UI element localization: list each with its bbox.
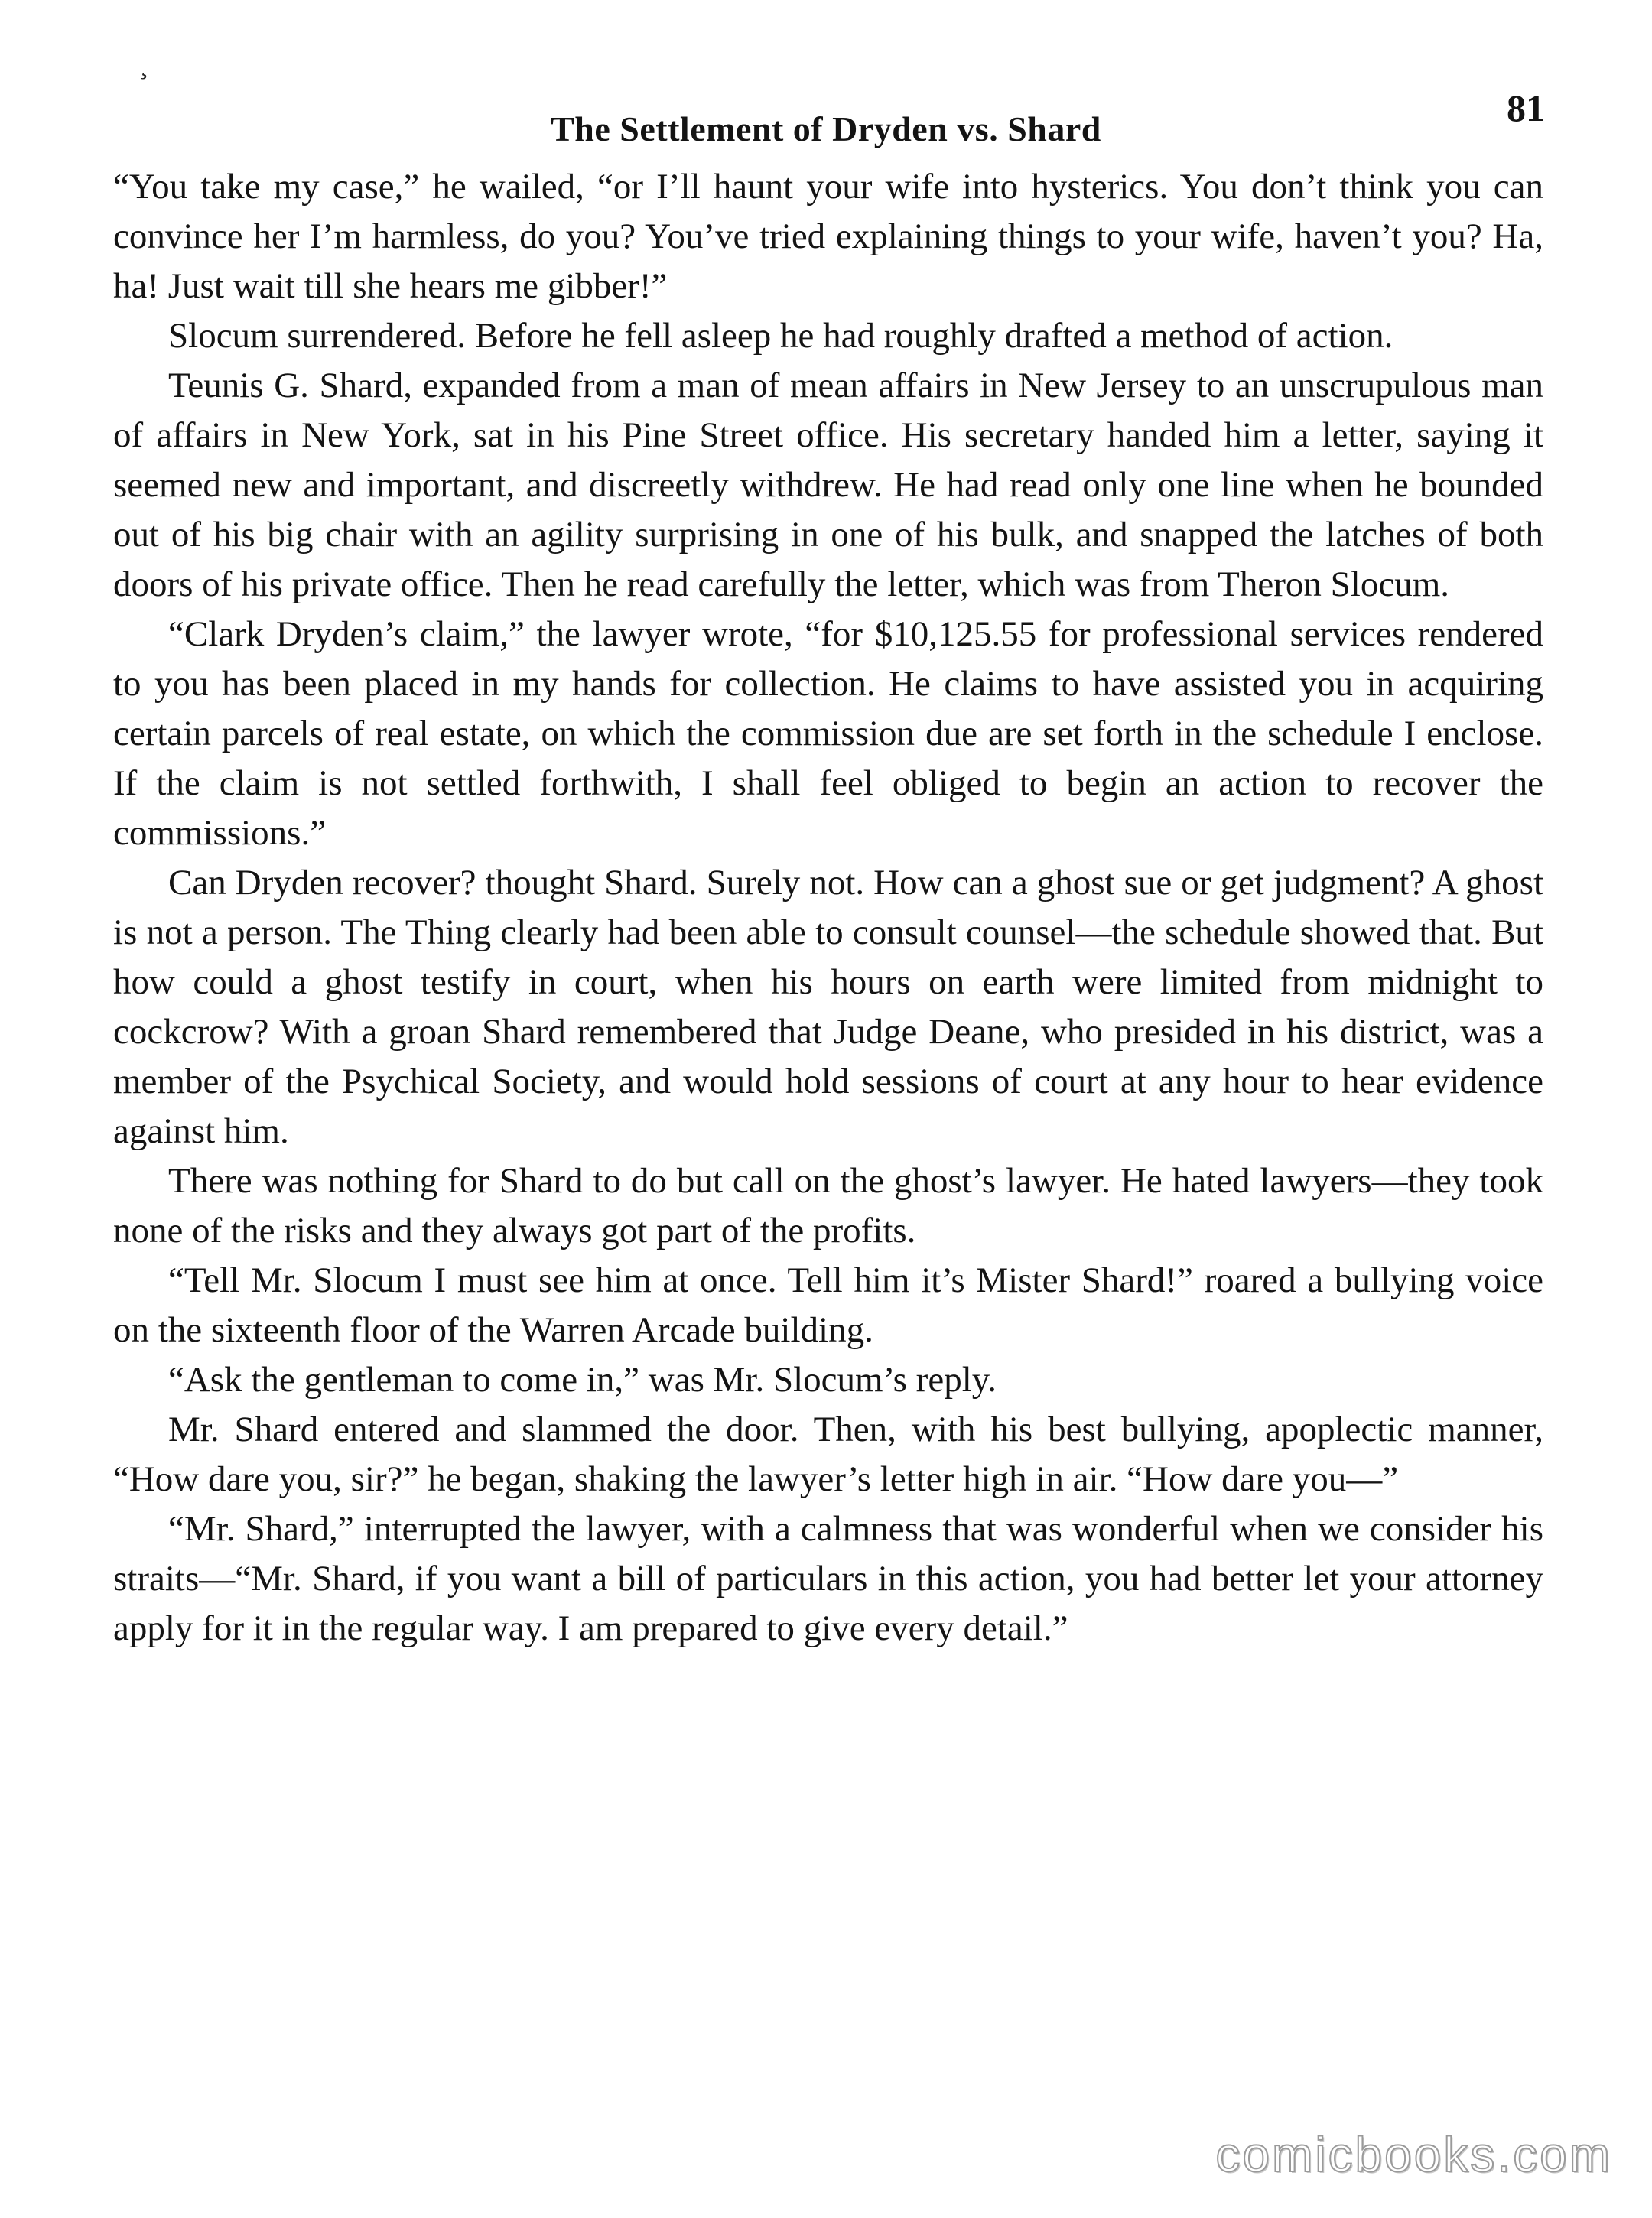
- paragraph: Can Dryden recover? thought Shard. Surely not. How can a ghost sue or get judgment? A ghost is not a person. The Thing clearly had been able to consult counsel—the schedule showed that. But how could a ghost testify in court, when his hours on earth were limited from midnight to cockcrow? With a groan Shard remembered that Judge Deane, who presided in his district, was a member of the Psychical Society, and would hold sessions of court at any hour to hear evidence against him.: [113, 863, 1543, 1151]
- paragraph: Slocum surrendered. Before he fell asleep he had roughly drafted a method of action.: [168, 316, 1393, 356]
- paragraph: “Ask the gentleman to come in,” was Mr. Slocum’s reply.: [168, 1360, 997, 1400]
- paragraph: Mr. Shard entered and slammed the door. Then, with his best bullying, apoplectic manner, “How dare you, sir?” he began, shaking the lawyer’s letter high in air. “How dare you—”: [113, 1410, 1543, 1499]
- margin-tick-mark: ¸: [139, 49, 148, 80]
- body-text: [113, 162, 1543, 1654]
- paragraph: Teunis G. Shard, expanded from a man of mean affairs in New Jersey to an unscrupulous man of affairs in New York, sat in his Pine Street office. His secretary handed him a letter, saying it seemed new and important, and discreetly withdrew. He had read only one line when he bounded out of his big chair with an agility surprising in one of his bulk, and snapped the latches of both doors of his private office. Then he read carefully the letter, which was from Theron Slocum.: [113, 366, 1543, 604]
- paragraph: There was nothing for Shard to do but call on the ghost’s lawyer. He hated lawyers—they took none of the risks and they always got part of the profits.: [113, 1161, 1543, 1250]
- paragraph: “Clark Dryden’s claim,” the lawyer wrote, “for $10,125.55 for professional services rendered to you has been placed in my hands for collection. He claims to have assisted you in acquiring certain parcels of real estate, on which the commission due are set forth in the schedule I enclose. If the claim is not settled forthwith, I shall feel obliged to begin an action to recover the commissions.”: [113, 614, 1543, 853]
- page-number: 81: [1507, 86, 1545, 129]
- watermark: comicbooks.com: [1215, 2127, 1612, 2182]
- page-header: [107, 86, 1545, 154]
- paragraph: “Tell Mr. Slocum I must see him at once. Tell him it’s Mister Shard!” roared a bullying voice on the sixteenth floor of the Warren Arcade building.: [113, 1260, 1543, 1350]
- paragraph: “You take my case,” he wailed, “or I’ll haunt your wife into hysterics. You don’t think you can convince her I’m harmless, do you? You’ve tried explaining things to your wife, haven’t you? Ha, ha! Just wait till she hears me gibber!”: [113, 167, 1543, 306]
- paragraph: “Mr. Shard,” interrupted the lawyer, with a calmness that was wonderful when we consider his straits—“Mr. Shard, if you want a bill of particulars in this action, you had better let your attorney apply for it in the regular way. I am prepared to give every detail.”: [113, 1509, 1543, 1648]
- running-title: The Settlement of Dryden vs. Shard: [551, 109, 1101, 148]
